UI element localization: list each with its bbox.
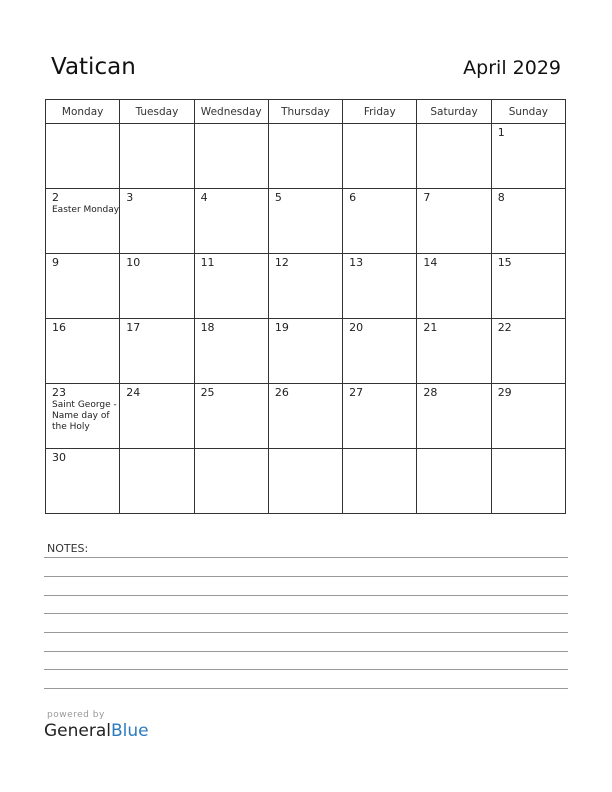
day-number: 18 [200, 321, 215, 334]
day-number: 28 [423, 386, 438, 399]
powered-by-text: powered by [47, 710, 105, 720]
day-number [195, 124, 268, 127]
day-number: 5 [274, 191, 282, 204]
logo-general-text: General [44, 721, 111, 741]
day-cell [268, 254, 342, 319]
notes-label: NOTES: [47, 542, 89, 555]
day-cell [417, 124, 491, 189]
day-number: 25 [200, 386, 215, 399]
day-number: 27 [349, 386, 364, 399]
day-cell [491, 254, 565, 319]
day-number [46, 124, 119, 127]
day-number: 19 [274, 321, 289, 334]
day-cell [417, 384, 491, 449]
day-number [417, 124, 490, 127]
day-cell [491, 189, 565, 254]
day-cell [194, 384, 268, 449]
week-row [46, 124, 566, 189]
day-number: 16 [52, 321, 66, 334]
weekday-header: Saturday [417, 100, 491, 124]
day-cell [46, 189, 120, 254]
note-line [44, 651, 568, 652]
week-row [46, 384, 566, 449]
day-cell [46, 384, 120, 449]
day-cell [268, 319, 342, 384]
day-cell [268, 384, 342, 449]
day-cell [417, 449, 491, 514]
weekday-header: Monday [46, 100, 120, 124]
day-cell [194, 254, 268, 319]
day-number [120, 449, 193, 452]
note-line [44, 669, 568, 670]
day-cell [268, 189, 342, 254]
day-number: 17 [126, 321, 141, 334]
weekday-header-row [46, 100, 566, 124]
month-year-title: April 2029 [463, 57, 561, 79]
day-cell [491, 124, 565, 189]
day-number: 10 [126, 256, 141, 269]
day-cell [120, 124, 194, 189]
day-number: 24 [126, 386, 141, 399]
day-cell [343, 384, 417, 449]
day-cell [491, 384, 565, 449]
day-number: 29 [497, 386, 512, 399]
day-number: 3 [126, 191, 134, 204]
day-cell [194, 189, 268, 254]
day-number: 15 [497, 256, 512, 269]
day-cell [46, 124, 120, 189]
day-cell [343, 319, 417, 384]
note-line [44, 613, 568, 614]
note-line [44, 576, 568, 577]
weekday-header: Sunday [491, 100, 565, 124]
day-number [195, 449, 268, 452]
note-line [44, 632, 568, 633]
weekday-header: Thursday [268, 100, 342, 124]
day-cell [417, 189, 491, 254]
week-row [46, 449, 566, 514]
day-number: 20 [349, 321, 364, 334]
day-number: 11 [200, 256, 215, 269]
holiday-label: Saint George - Name day of the Holy [52, 400, 117, 432]
day-cell [343, 254, 417, 319]
day-number [492, 449, 565, 452]
day-number: 6 [349, 191, 357, 204]
day-cell [491, 449, 565, 514]
day-number: 22 [497, 321, 512, 334]
day-number [269, 449, 342, 452]
day-cell [46, 254, 120, 319]
day-cell [417, 254, 491, 319]
day-number [417, 449, 490, 452]
day-number: 21 [423, 321, 438, 334]
day-number: 2 [52, 191, 59, 204]
country-title: Vatican [51, 54, 136, 80]
day-cell [120, 319, 194, 384]
week-row [46, 319, 566, 384]
day-number [343, 124, 416, 127]
day-number [343, 449, 416, 452]
day-number: 13 [349, 256, 364, 269]
day-cell [46, 319, 120, 384]
day-cell [46, 449, 120, 514]
day-cell [268, 124, 342, 189]
day-number: 7 [423, 191, 431, 204]
week-row [46, 254, 566, 319]
day-cell [120, 449, 194, 514]
day-cell [194, 449, 268, 514]
day-number: 8 [497, 191, 505, 204]
day-number: 23 [52, 386, 66, 399]
day-cell [120, 189, 194, 254]
day-number: 30 [52, 451, 66, 464]
day-cell [194, 319, 268, 384]
weekday-header: Tuesday [120, 100, 194, 124]
day-cell [120, 254, 194, 319]
note-line [44, 595, 568, 596]
day-cell [343, 189, 417, 254]
day-number [269, 124, 342, 127]
note-line [44, 557, 568, 558]
note-line [44, 688, 568, 689]
generalblue-logo [44, 721, 149, 741]
day-number: 4 [200, 191, 208, 204]
day-cell [120, 384, 194, 449]
day-cell [194, 124, 268, 189]
day-cell [491, 319, 565, 384]
calendar-grid [45, 99, 566, 514]
holiday-label: Easter Monday [52, 205, 120, 215]
week-row [46, 189, 566, 254]
day-cell [417, 319, 491, 384]
day-number: 14 [423, 256, 438, 269]
day-number: 26 [274, 386, 289, 399]
day-number: 9 [52, 256, 59, 269]
day-number [120, 124, 193, 127]
logo-blue-text: Blue [111, 721, 149, 741]
day-number: 12 [274, 256, 289, 269]
weekday-header: Friday [343, 100, 417, 124]
day-number: 1 [497, 126, 505, 139]
day-cell [268, 449, 342, 514]
day-cell [343, 449, 417, 514]
weekday-header: Wednesday [194, 100, 268, 124]
day-cell [343, 124, 417, 189]
